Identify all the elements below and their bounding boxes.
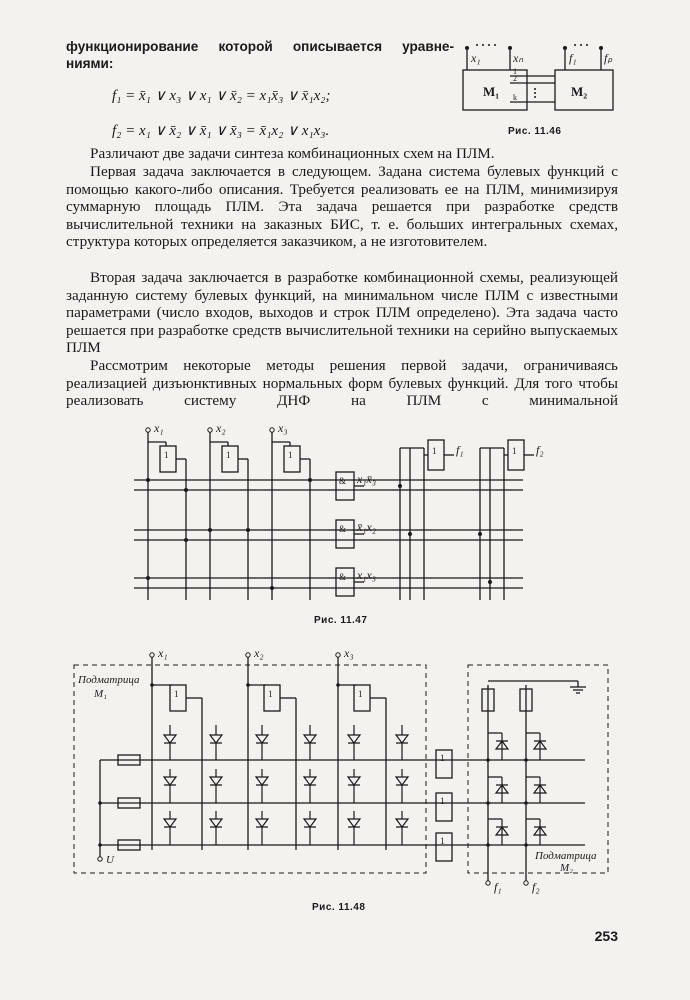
- fig48-sub2-line1: Подматрица: [535, 850, 597, 862]
- fig47-x3-label: x₃: [278, 421, 288, 435]
- fig47-or1-symbol: 1: [432, 446, 437, 456]
- fig47-or2-symbol: 1: [512, 446, 517, 456]
- fig48-x1-label: x₁: [158, 646, 168, 660]
- paragraph-4: Рассмотрим некоторые методы решения первой задачи, ограничиваясь реализацией дизъюнктивных нормальных форм булевых функций. Для того чтобы реализовать систему ДНФ на ПЛМ с минимальной: [66, 357, 618, 410]
- fig48-buf3-symbol: 1: [440, 836, 445, 846]
- fig46-m1-label: M₁: [483, 84, 500, 99]
- fig47-and1-symbol: &: [339, 476, 347, 486]
- fig48-buf1-symbol: 1: [440, 753, 445, 763]
- fig47-not2-symbol: 1: [226, 450, 231, 460]
- fig46-rowk-label: k: [513, 93, 517, 102]
- fig48-not3-symbol: 1: [358, 689, 363, 699]
- fig46-m2-label: M₂: [571, 84, 588, 99]
- fig48-sub2-line2: M₂: [560, 862, 573, 874]
- fig46-row2-label: 2: [513, 74, 517, 83]
- fig48-caption: Рис. 11.48: [312, 902, 366, 913]
- fig48-u-label: U: [106, 854, 114, 866]
- fig47-not1-symbol: 1: [164, 450, 169, 460]
- fig48-not1-symbol: 1: [174, 689, 179, 699]
- fig48-x2-label: x₂: [254, 646, 264, 660]
- fig47-x1-label: x₁: [154, 421, 164, 435]
- paragraph-2: Первая задача заключается в следующем. Задана система булевых функций с помощью какого-либо описания. Требуется реализовать ее на ПЛМ, минимизируя суммарную площадь ПЛМ. Эта задача решается при разработке средств вычислительной техники на заказных БИС, т. е. больших интегральных схемах, структура которых определяется заказчиком, а не изготовителем.: [66, 163, 618, 251]
- fig48-sub1-line2: M₁: [94, 688, 107, 700]
- formula-f2: f₂ = x₁ ∨ x̄₂ ∨ x̄₁ ∨ x̄₃ = x̄₁x₂ ∨ x₁x₃.: [112, 123, 330, 139]
- fig48-not2-symbol: 1: [268, 689, 273, 699]
- fig47-and3-symbol: &: [339, 572, 347, 582]
- figure-11-46: [455, 38, 625, 138]
- fig48-f2-label: f₂: [532, 880, 540, 894]
- fig46-x1-label: x₁: [471, 51, 481, 65]
- paragraph-1: Различают две задачи синтеза комбинационных схем на ПЛМ.: [90, 145, 495, 162]
- fig47-not3-symbol: 1: [288, 450, 293, 460]
- figure-11-47: [128, 420, 558, 610]
- fig48-f1-label: f₁: [494, 880, 502, 894]
- fig47-x2-label: x₂: [216, 421, 226, 435]
- intro-line-1: функционирование которой описывается уравне-: [66, 39, 454, 54]
- fig48-sub1-line1: Подматрица: [78, 674, 140, 686]
- submatrix-m2-border: [468, 665, 608, 873]
- fig46-caption: Рис. 11.46: [508, 126, 562, 137]
- intro-line-2: ниями:: [66, 56, 114, 71]
- fig46-f1-label: f₁: [569, 51, 577, 65]
- page-number: 253: [594, 928, 618, 944]
- fig48-x3-label: x₃: [344, 646, 354, 660]
- fig46-row1-label: 1: [513, 67, 517, 76]
- fig46-fp-label: fₚ: [604, 51, 613, 65]
- fig47-term3: x₁x₃: [357, 568, 376, 582]
- submatrix-m1-border: [74, 665, 426, 873]
- fig48-buf2-symbol: 1: [440, 796, 445, 806]
- fig47-term2: x̄₁x₂: [357, 520, 376, 534]
- m1-diodes: [164, 725, 408, 845]
- paragraph-3: Вторая задача заключается в разработке комбинационной схемы, реализующей заданную систему булевых функций, на минимальном числе ПЛМ с известными параметрами (число входов, выходов и строк ПЛМ определено). Эта задача часто решается при разработке средств вычислительной техники на серийно выпускаемых ПЛМ: [66, 269, 618, 357]
- fig47-f1-label: f₁: [456, 443, 464, 457]
- formula-f1: f₁ = x̄₁ ∨ x₃ ∨ x₁ ∨ x̄₂ = x₁x̄₃ ∨ x̄₁x₂;: [112, 88, 331, 104]
- fig46-xn-label: xₙ: [513, 51, 524, 65]
- m2-diodes: [488, 733, 546, 845]
- fig47-caption: Рис. 11.47: [314, 615, 368, 626]
- fig47-term1: x₁x̄₃: [357, 472, 376, 486]
- fig47-f2-label: f₂: [536, 443, 544, 457]
- figure-11-48: [70, 645, 620, 895]
- fig47-and2-symbol: &: [339, 524, 347, 534]
